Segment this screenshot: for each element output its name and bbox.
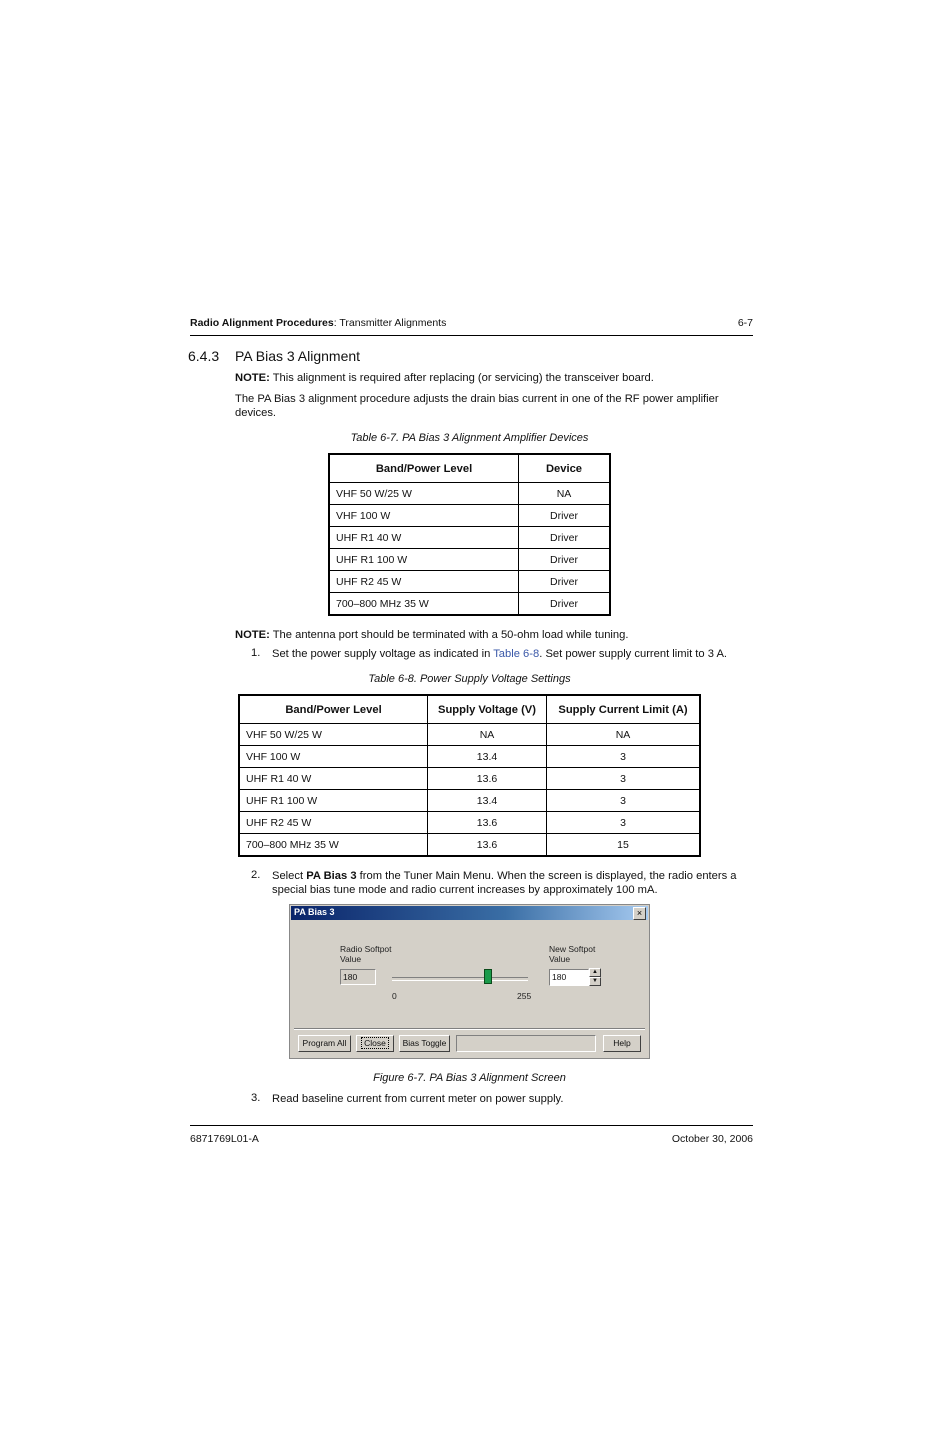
table-cell: 13.6	[428, 768, 547, 790]
table-cell: Driver	[519, 527, 611, 549]
intro-paragraph: The PA Bias 3 alignment procedure adjusts the drain bias current in one of the RF power amplifier devices.	[235, 393, 719, 419]
table-cell: 13.6	[428, 834, 547, 857]
table-6-7	[328, 453, 611, 616]
status-field	[456, 1035, 596, 1052]
table-cell: NA	[428, 724, 547, 746]
note-1	[235, 371, 750, 385]
table-row	[239, 768, 700, 790]
table-row	[329, 593, 610, 616]
note-2	[235, 628, 750, 642]
table-cell: UHF R1 40 W	[329, 527, 519, 549]
table-cell: 3	[547, 790, 701, 812]
table-cell: UHF R1 40 W	[239, 768, 428, 790]
spin-up-icon[interactable]: ▲	[589, 968, 601, 977]
doc-date: October 30, 2006	[671, 1133, 753, 1145]
softpot-slider-track[interactable]	[392, 977, 528, 981]
doc-number: 6871769L01-A	[190, 1133, 259, 1145]
table-6-7-caption: Table 6-7. PA Bias 3 Alignment Amplifier Devices	[350, 432, 589, 444]
close-button[interactable]	[356, 1035, 394, 1052]
step-2-post: from the Tuner Main Menu. When the screen is displayed, the radio enters a special bias tune mode and radio current increases by approximately 100 mA.	[272, 870, 737, 896]
step-2-bold: PA Bias 3	[306, 870, 357, 882]
help-button[interactable]: Help	[603, 1035, 641, 1052]
step-2-text	[272, 869, 752, 897]
step-number: 1.	[251, 647, 261, 659]
table-cell: Driver	[519, 505, 611, 527]
column-header: Supply Voltage (V)	[428, 695, 547, 724]
table-cell: UHF R1 100 W	[239, 790, 428, 812]
column-header: Supply Current Limit (A)	[547, 695, 701, 724]
table-row	[239, 834, 700, 857]
table-cell: NA	[547, 724, 701, 746]
close-button-label: Close	[364, 1038, 386, 1048]
table-cell: Driver	[519, 571, 611, 593]
table-cell: 700–800 MHz 35 W	[329, 593, 519, 616]
note-label: NOTE:	[235, 629, 270, 641]
step-1-pre: Set the power supply voltage as indicated in	[272, 648, 494, 660]
label-line: Radio Softpot	[340, 944, 392, 954]
table-cell: 15	[547, 834, 701, 857]
table-row	[239, 746, 700, 768]
table-6-8-caption: Table 6-8. Power Supply Voltage Settings	[368, 673, 571, 685]
table-row	[239, 724, 700, 746]
table-cell: NA	[519, 483, 611, 505]
table-6-8-link[interactable]: Table 6-8	[493, 648, 540, 660]
pa-bias-3-dialog	[289, 904, 650, 1059]
program-all-button[interactable]: Program All	[298, 1035, 351, 1052]
table-cell: 13.6	[428, 812, 547, 834]
table-cell: 700–800 MHz 35 W	[239, 834, 428, 857]
table-header-row	[239, 695, 700, 724]
dialog-separator	[294, 1028, 645, 1030]
table-cell: VHF 50 W/25 W	[329, 483, 519, 505]
dialog-titlebar	[291, 906, 648, 920]
softpot-slider-thumb[interactable]	[484, 969, 492, 984]
table-cell: UHF R2 45 W	[239, 812, 428, 834]
table-cell: UHF R1 100 W	[329, 549, 519, 571]
table-row	[329, 483, 610, 505]
section-title: PA Bias 3 Alignment	[235, 348, 361, 364]
header-subsection: : Transmitter Alignments	[333, 317, 447, 329]
table-cell: 3	[547, 746, 701, 768]
bias-toggle-button[interactable]: Bias Toggle	[399, 1035, 450, 1052]
radio-softpot-label	[340, 944, 392, 964]
step-1-text	[272, 647, 752, 661]
slider-min-label: 0	[392, 991, 397, 1001]
step-number: 3.	[251, 1092, 261, 1104]
note-label: NOTE:	[235, 372, 270, 384]
column-header: Device	[519, 454, 611, 483]
column-header: Band/Power Level	[329, 454, 519, 483]
note-text: The antenna port should be terminated with a 50-ohm load while tuning.	[272, 629, 629, 641]
radio-softpot-value: 180	[340, 969, 376, 985]
header-section-title: Radio Alignment Procedures	[190, 317, 334, 329]
step-1-post: . Set power supply current limit to 3 A.	[539, 648, 728, 660]
table-row	[329, 505, 610, 527]
table-cell: 13.4	[428, 790, 547, 812]
running-header	[190, 317, 446, 329]
label-line: Value	[340, 954, 362, 964]
dialog-title: PA Bias 3	[294, 907, 335, 917]
new-softpot-input[interactable]: 180	[549, 969, 589, 986]
step-3-text: Read baseline current from current meter on power supply.	[272, 1093, 564, 1105]
table-row	[239, 812, 700, 834]
table-cell: 3	[547, 768, 701, 790]
table-cell: Driver	[519, 593, 611, 616]
table-cell: VHF 50 W/25 W	[239, 724, 428, 746]
table-cell: UHF R2 45 W	[329, 571, 519, 593]
section-number: 6.4.3	[188, 348, 220, 364]
column-header: Band/Power Level	[239, 695, 428, 724]
close-icon[interactable]: ×	[633, 907, 646, 920]
table-cell: 3	[547, 812, 701, 834]
note-text: This alignment is required after replacing (or servicing) the transceiver board.	[272, 372, 654, 384]
slider-max-label: 255	[517, 991, 532, 1001]
footer-rule	[190, 1125, 753, 1126]
table-6-8	[238, 694, 701, 857]
label-line: Value	[549, 954, 571, 964]
table-header-row	[329, 454, 610, 483]
table-row	[239, 790, 700, 812]
table-row	[329, 549, 610, 571]
table-cell: Driver	[519, 549, 611, 571]
step-2-pre: Select	[272, 870, 307, 882]
table-cell: 13.4	[428, 746, 547, 768]
figure-6-7-caption: Figure 6-7. PA Bias 3 Alignment Screen	[373, 1072, 566, 1084]
softpot-spinner[interactable]	[589, 968, 601, 986]
table-cell: VHF 100 W	[239, 746, 428, 768]
header-rule	[190, 335, 753, 336]
label-line: New Softpot	[549, 944, 596, 954]
page-number: 6-7	[737, 317, 753, 329]
new-softpot-label	[549, 944, 595, 964]
step-number: 2.	[251, 869, 261, 881]
table-row	[329, 527, 610, 549]
table-row	[329, 571, 610, 593]
table-cell: VHF 100 W	[329, 505, 519, 527]
spin-down-icon[interactable]: ▼	[589, 977, 601, 986]
